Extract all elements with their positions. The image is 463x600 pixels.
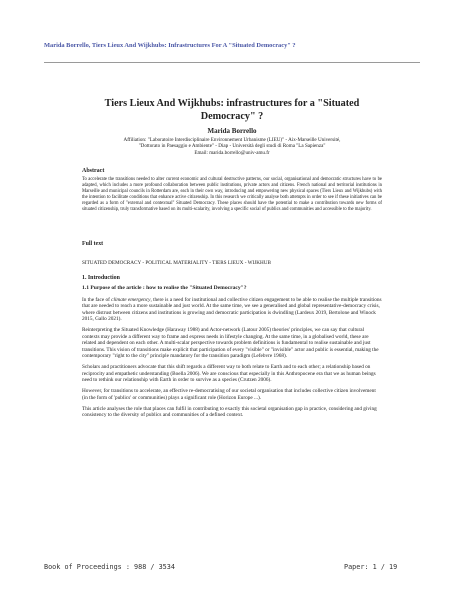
paragraph-1-rest: , there is a need for institutional and collective citizen engagement to be able to realise the multiple transitions that are needed to reach a more sustainable and just world. At the same time, we see a generalised and global representative-democracy crisis, where distrust between citizens and institutions is growing and democratic participation is dwindling (Lardeux 2019, Bertolone and Winock 2015, Gallo 2021). [82,297,382,323]
affiliation-line-1: Affiliation: "Laboratoire Interdisciplinaire Environnement Urbanisme (LIEU)" - Aix-Marseille Université, [123,137,341,143]
paragraph-1-emphasis: climate emergency [111,297,151,303]
body-text [82,297,382,423]
author-name: Marida Borrello [207,127,257,135]
abstract-heading: Abstract [82,168,105,174]
title-line-2: Democracy" ? [200,110,264,122]
affiliation-line-2: "Dottorato in Paesaggio e Ambiente" - Diap - Università degli studi di Roma "La Sapienza" [138,143,326,150]
subsection-heading: 1.1 Purpose of the article : how to realise the "Situated Democracy"? [82,285,247,291]
author-email: Email: marida.borrello@univ-amu.fr [194,149,270,156]
paragraph-4: However, for transitions to accelerate, an effective re-democratising of our societal organisation that includes collective citizen involvement (in the form of 'publics' or communities) plays a significant role (Horizon Europe ...). [82,388,376,401]
paragraph-1 [82,297,382,323]
running-header: Marida Borrello, Tiers Lieux And Wijkhubs: Infrastructures For A "Situated Democracy" ? [44,42,296,49]
proceedings-page-counter: Book of Proceedings : 988 / 3534 [44,563,175,571]
paragraph-1-start: In the face of [82,297,112,303]
header-rule [44,62,420,63]
title-line-1: Tiers Lieux And Wijkhubs: infrastructures for a "Situated [104,98,360,109]
section-heading: 1. Introduction [82,275,120,281]
affiliation-block [94,137,370,156]
paragraph-2: Reinterpreting the Situated Knowledge (Haraway 1988) and Actor-network (Latour 2005) theories' principles, we can say that cultural contexts may provide a different way to frame and express needs in lifestyle changing. At the same time, in a globalised world, these are related and dependent on each other. A multi-scalar perspective towards problem definitions is fundamental to realise sustainable and just transitions. This vision of transitions make explicit that participation of every "visible" or "invisible" actor and public is essential, making the contemporary "right to the city" principle mandatory for the transition paradigm (Lefebvre 1968). [82,327,379,360]
paper-title [90,98,374,123]
paper-page-counter: Paper: 1 / 19 [344,563,398,571]
keywords: SITUATED DEMOCRACY - POLITICAL MATERIALITY - TIERS LIEUX - WIJKHUB [82,260,271,266]
full-text-label: Full text [82,241,104,247]
paragraph-5: This article analyses the role that places can fulfil in contributing to exactly this societal organisation gap in practice, considering and giving consistency to the diversity of publics and communities of a defined context. [82,405,377,419]
abstract-text: To accelerate the transitions needed to alter current economic and cultural destructive patterns, our social, organisational and democratic structures have to be adapted, which includes a more profound collaboration between public institutions, private actors and citizens. French national and territorial institutions in Marseille and municipal councils in Rotterdam are, each in their own way, introducing and empowering new physical spaces (Tiers Lieux and Wijkhubs) with the intention to facilitate conditions that enhance active citizenship. In this research we critically analyse both attempts in order to see if these initiatives can be regarded as a form of "external and contextual" Situated Democracy. These places should have the potential to make a contribution towards new forms of situated citizenship, truly transformative based on its multi-scalarity, involving a specific social of publics and communities and accessible to the majority. [82,177,382,213]
paragraph-3: Scholars and practitioners advocate that this shift regards a different way to both relate to Earth and to each other; a relationship based on reciprocity and empathetic understanding (Boella 2006). We are conscious that especially in this Anthropocene era that we as human beings need to rethink our relationship with Earth in order to survive as a species (Crutzen 2006). [82,364,376,384]
